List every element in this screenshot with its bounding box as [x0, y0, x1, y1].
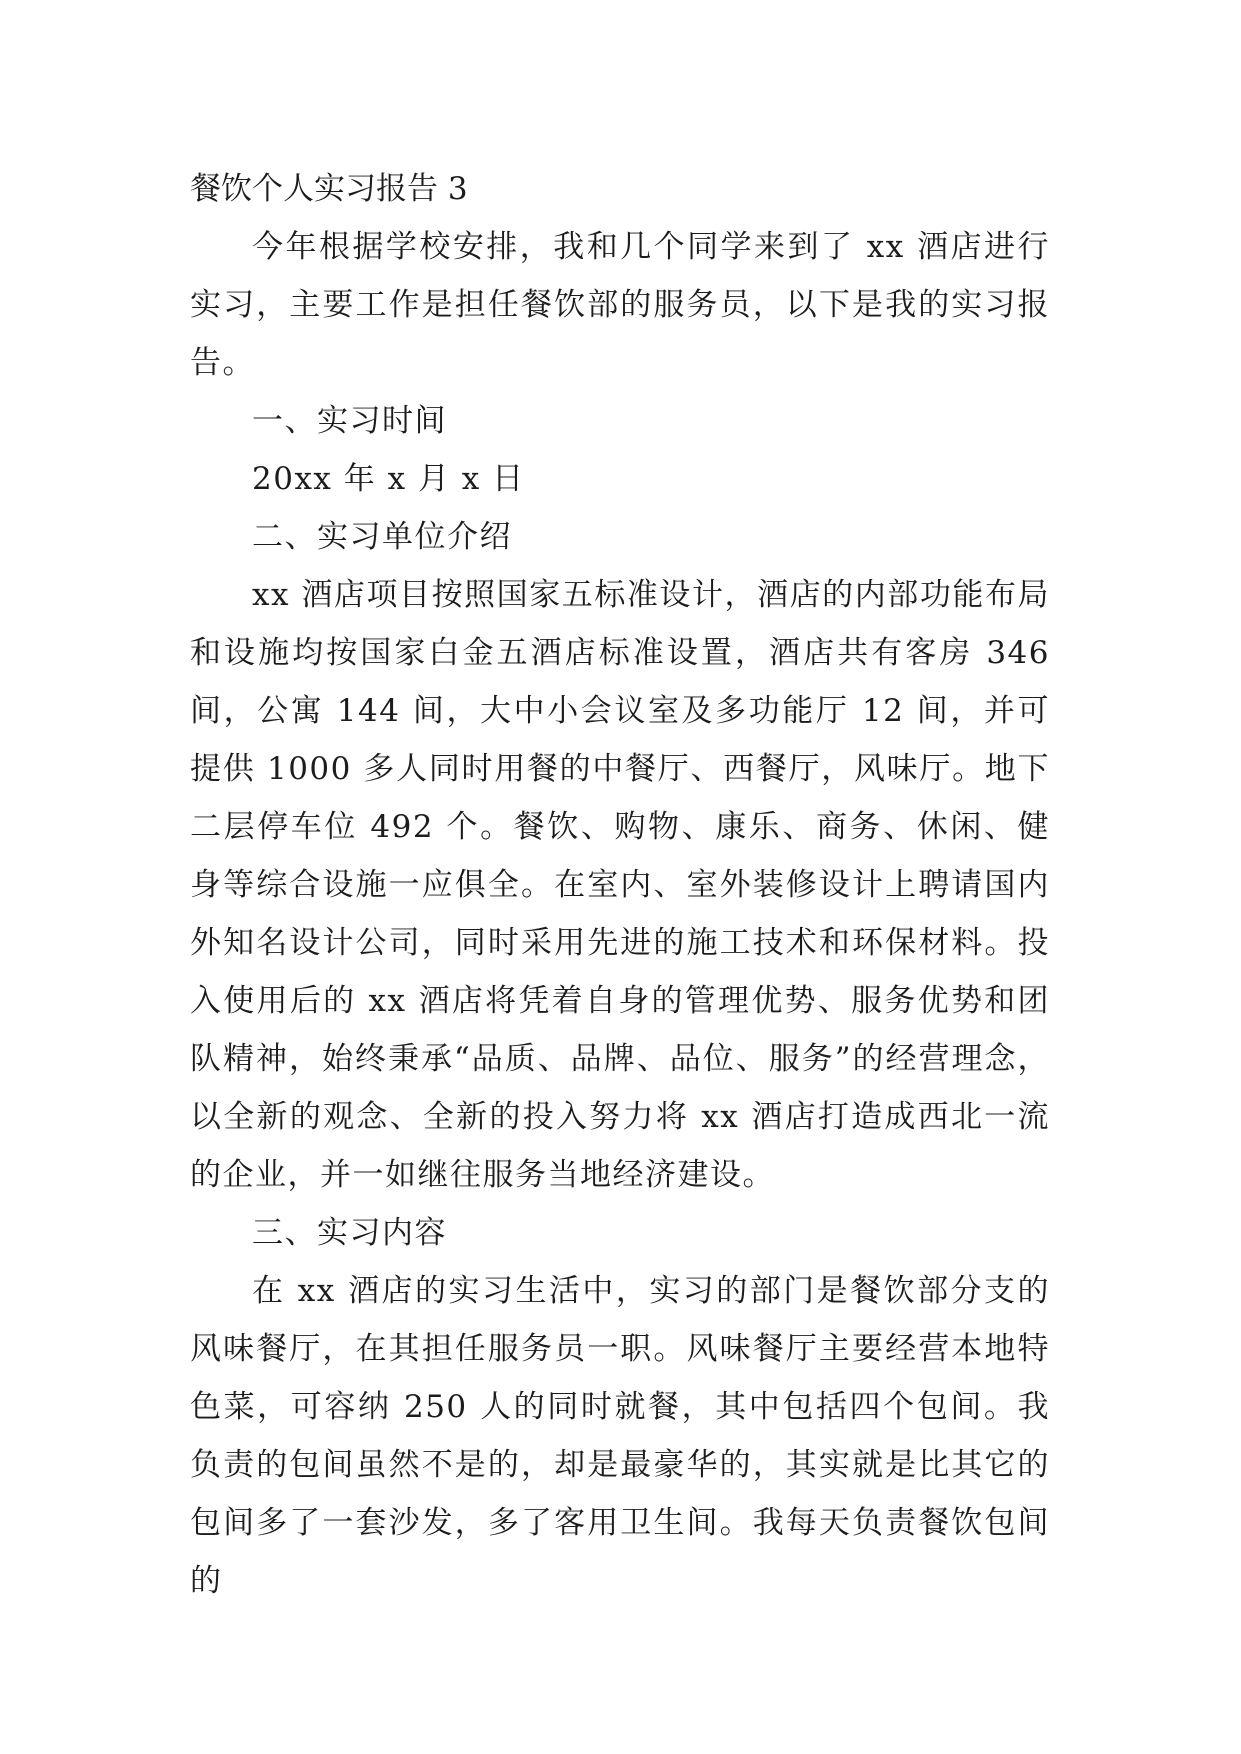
section-heading-internship-time: 一、实习时间	[252, 403, 447, 439]
intro-paragraph: 今年根据学校安排，我和几个同学来到了 xx 酒店进行实习，主要工作是担任餐饮部的服务员，以下是我的实习报告。	[190, 229, 1050, 381]
internship-content-paragraph: 在 xx 酒店的实习生活中，实习的部门是餐饮部分支的风味餐厅，在其担任服务员一职。风味餐厅主要经营本地特色菜，可容纳 250 人的同时就餐，其中包括四个包间。我负责的包间虽然不是的，却是最豪华的，其实就是比其它的包间多了一套沙发，多了客用卫生间。我每天负责餐饮包间的	[190, 1273, 1050, 1599]
internship-date: 20xx 年 x 月 x 日	[252, 461, 525, 497]
unit-introduction-paragraph: xx 酒店项目按照国家五标准设计，酒店的内部功能布局和设施均按国家白金五酒店标准设置，酒店共有客房 346 间，公寓 144 间，大中小会议室及多功能厅 12 间，并可提供 1000 多人同时用餐的中餐厅、西餐厅，风味厅。地下二层停车位 492 个。餐饮、购物、康乐、商务、休闲、健身等综合设施一应俱全。在室内、室外装修设计上聘请国内外知名设计公司，同时采用先进的施工技术和环保材料。投入使用后的 xx 酒店将凭着自身的管理优势、服务优势和团队精神，始终秉承“品质、品牌、品位、服务”的经营理念，以全新的观念、全新的投入努力将 xx 酒店打造成西北一流的企业，并一如继往服务当地经济建设。	[190, 577, 1050, 1193]
section-heading-internship-content: 三、实习内容	[252, 1215, 447, 1251]
section-heading-unit-introduction: 二、实习单位介绍	[252, 519, 512, 555]
document-title: 餐饮个人实习报告 3	[190, 171, 468, 207]
document-page	[190, 160, 1050, 1610]
